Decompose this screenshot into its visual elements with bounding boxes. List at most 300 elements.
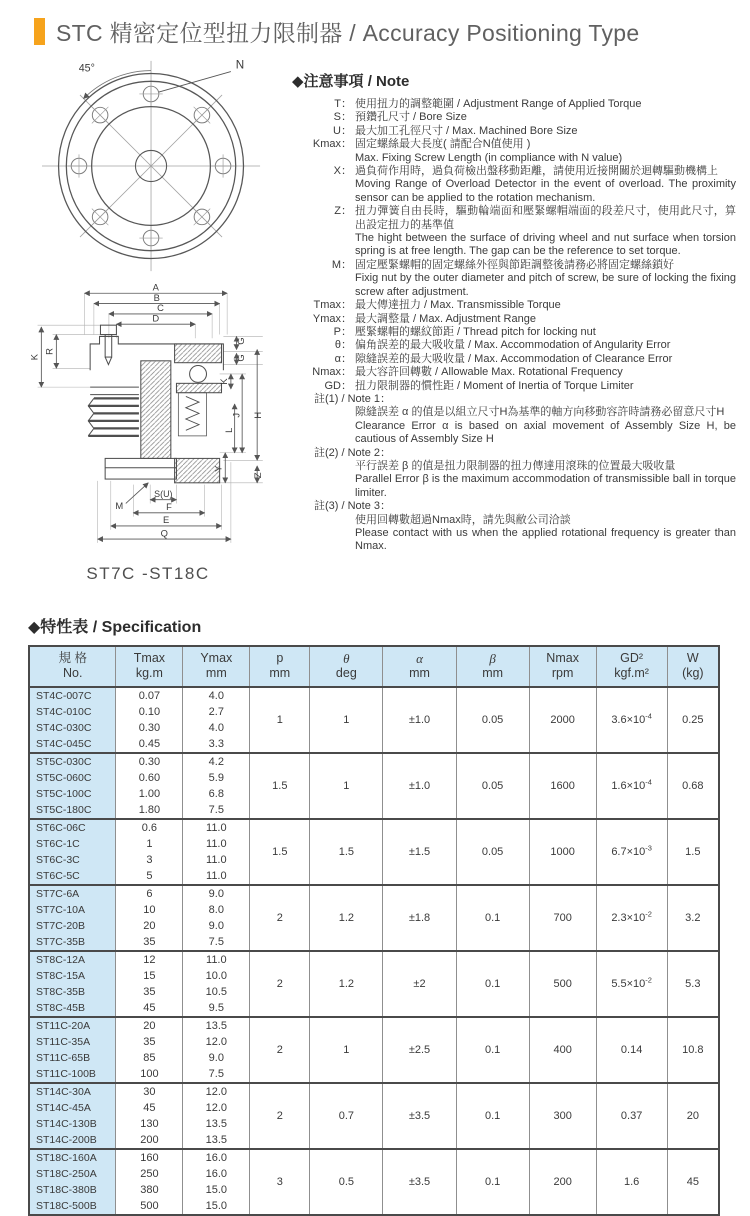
cell-model: ST4C-007C: [29, 687, 116, 704]
note-line: 使用扭力的調整範圍 / Adjustment Range of Applied Torque: [355, 98, 642, 110]
cell-gd2: 1.6: [596, 1149, 667, 1215]
note-desc: [352, 165, 736, 205]
top-view-drawing: [36, 56, 268, 276]
col-header-line1: 規 格: [58, 651, 87, 665]
col-header-line2: mm: [482, 666, 504, 680]
note-line: 隙縫誤差 α 的值是以組立尺寸H為基準的軸方向移動容許時請務必留意尺寸H: [355, 406, 725, 419]
cell-model: ST14C-30A: [29, 1083, 116, 1100]
cell-ymax: 12.0: [183, 1100, 250, 1116]
cell-p: 2: [250, 885, 310, 951]
note-line: 偏角誤差的最大吸收量 / Max. Accommodation of Angularity Error: [355, 339, 671, 352]
cell-model: ST11C-35A: [29, 1034, 116, 1050]
cell-nmax: 2000: [529, 687, 596, 753]
note-line: Fixig nut by the outer diameter and pitch of screw, be sure of locking the fixing screw after adjustment.: [355, 272, 736, 298]
cell-gd2: $6.7\times 10^{-3}$: [596, 819, 667, 885]
cell-model: ST8C-15A: [29, 968, 116, 984]
cell-model: ST11C-65B: [29, 1050, 116, 1066]
cell-alpha: ±1.0: [383, 753, 456, 819]
note-line: Clearance Error α is based on axial movement of Assembly Size H, be cautious of Assembly Size H: [355, 419, 736, 446]
dim-label-g-upper: G: [236, 337, 247, 345]
cell-w: 45: [667, 1149, 719, 1215]
dim-label-r: R: [44, 348, 55, 355]
col-header-line2: mm: [205, 666, 227, 680]
note-desc: [355, 406, 736, 446]
cell-ymax: 4.2: [183, 753, 250, 770]
cell-ymax: 2.7: [183, 704, 250, 720]
spec-heading: ◆特性表 / Specification: [28, 619, 202, 636]
cell-tmax: 5: [116, 868, 183, 885]
col-header-line2: No.: [62, 666, 83, 680]
note-line: 最大容許回轉數 / Allowable Max. Rotational Frequency: [355, 366, 623, 379]
cell-tmax: 0.6: [116, 819, 183, 836]
cell-ymax: 10.0: [183, 968, 250, 984]
cell-tmax: 0.30: [116, 753, 183, 770]
spec-group: [29, 753, 719, 819]
cell-ymax: 9.0: [183, 1050, 250, 1066]
table-row: [29, 753, 719, 770]
cell-ymax: 11.0: [183, 836, 250, 852]
dim-label-a: A: [152, 282, 159, 293]
cell-tmax: 0.45: [116, 736, 183, 753]
note-line: The hight between the surface of driving wheel and nut surface when torsion spring is at free length. The gap can be the reference to set torque.: [355, 232, 736, 258]
cell-ymax: 11.0: [183, 868, 250, 885]
cell-ymax: 15.0: [183, 1198, 250, 1215]
col-header-line1: α: [416, 651, 423, 666]
cell-tmax: 35: [116, 934, 183, 951]
cell-tmax: 200: [116, 1132, 183, 1149]
cell-theta: 1.2: [310, 885, 383, 951]
cell-w: 10.8: [667, 1017, 719, 1083]
cell-tmax: 380: [116, 1182, 183, 1198]
cell-gd2: 0.37: [596, 1083, 667, 1149]
cell-tmax: 160: [116, 1149, 183, 1166]
note-line: 預鑽孔尺寸 / Bore Size: [355, 111, 467, 124]
col-header: [116, 646, 183, 687]
dim-label-c: C: [157, 303, 164, 314]
cell-tmax: 0.07: [116, 687, 183, 704]
note-desc: [352, 98, 736, 111]
note-item: [292, 339, 736, 352]
dim-label-g-lower: G: [236, 354, 247, 362]
note-item: [292, 259, 736, 299]
note-term: α：: [334, 352, 352, 365]
cell-tmax: 1.80: [116, 802, 183, 819]
cell-ymax: 12.0: [183, 1083, 250, 1100]
n-leader-line: [159, 72, 231, 92]
note-list: [292, 98, 736, 554]
note-line: 最大傳達扭力 / Max. Transmissible Torque: [355, 299, 561, 312]
cell-model: ST7C-10A: [29, 902, 116, 918]
note-line: 壓緊螺帽的螺紋節距 / Thread pitch for locking nut: [355, 325, 596, 338]
col-header-line1: GD²: [620, 651, 644, 665]
section-view-drawing: [28, 282, 263, 556]
cell-w: 3.2: [667, 885, 719, 951]
dim-label-k-left: K: [29, 353, 40, 361]
col-header-line2: deg: [335, 666, 357, 680]
note-line: 扭力限制器的慣性距 / Moment of Inertia of Torque Limiter: [355, 379, 634, 392]
cell-tmax: 35: [116, 984, 183, 1000]
cell-nmax: 1600: [529, 753, 596, 819]
note-desc: [352, 205, 736, 259]
cell-nmax: 200: [529, 1149, 596, 1215]
cell-model: ST4C-045C: [29, 736, 116, 753]
cell-model: ST8C-12A: [29, 951, 116, 968]
cell-ymax: 10.5: [183, 984, 250, 1000]
col-header: [667, 646, 719, 687]
note-heading: ◆注意事項 / Note: [292, 73, 410, 90]
spec-group: [29, 951, 719, 1017]
note-line: 過負荷作用時，過負荷檢出盤移動距離，請使用近接開關於迴轉驅動機構上: [355, 165, 718, 178]
cell-model: ST5C-060C: [29, 770, 116, 786]
cell-model: ST7C-20B: [29, 918, 116, 934]
cell-ymax: 9.5: [183, 1000, 250, 1017]
cell-beta: 0.1: [456, 951, 529, 1017]
cell-gd2: $1.6\times 10^{-4}$: [596, 753, 667, 819]
spec-group: [29, 687, 719, 753]
cell-alpha: ±2.5: [383, 1017, 456, 1083]
cell-model: ST6C-3C: [29, 852, 116, 868]
col-header: [529, 646, 596, 687]
col-header-line1: θ: [343, 651, 350, 666]
col-header: [310, 646, 383, 687]
cell-ymax: 6.8: [183, 786, 250, 802]
cell-model: ST14C-45A: [29, 1100, 116, 1116]
table-row: [29, 951, 719, 968]
cell-model: ST8C-35B: [29, 984, 116, 1000]
cell-model: ST7C-6A: [29, 885, 116, 902]
cell-ymax: 8.0: [183, 902, 250, 918]
col-header-line1: W: [686, 651, 699, 665]
col-header: [29, 646, 116, 687]
cell-p: 1: [250, 687, 310, 753]
cell-model: ST5C-180C: [29, 802, 116, 819]
n-label: N: [235, 58, 245, 72]
col-header: [250, 646, 310, 687]
cell-model: ST11C-100B: [29, 1066, 116, 1083]
note-term: 註(2) / Note 2：: [314, 446, 392, 459]
table-row: [29, 819, 719, 836]
cell-tmax: 0.10: [116, 704, 183, 720]
dim-label-y: Y: [213, 465, 224, 472]
note-term: Kmax：: [312, 138, 352, 151]
cell-beta: 0.1: [456, 1083, 529, 1149]
section-body: [88, 325, 223, 483]
dim-label-d: D: [152, 313, 160, 324]
spec-group: [29, 819, 719, 885]
cell-model: ST6C-1C: [29, 836, 116, 852]
col-header-line2: (kg): [682, 666, 704, 680]
note-term: Tmax：: [313, 299, 352, 312]
spec-group: [29, 885, 719, 951]
cell-tmax: 130: [116, 1116, 183, 1132]
cell-ymax: 13.5: [183, 1116, 250, 1132]
cell-w: 1.5: [667, 819, 719, 885]
note-desc: [352, 339, 736, 352]
note-desc: [352, 299, 736, 312]
cell-model: ST18C-380B: [29, 1182, 116, 1198]
note-term: S：: [333, 111, 352, 124]
col-header-line2: mm: [409, 666, 430, 680]
note-item: [292, 353, 736, 366]
col-header-line1: Tmax: [133, 651, 166, 665]
cell-p: 1.5: [250, 753, 310, 819]
note-item: [292, 125, 736, 138]
cell-theta: 1: [310, 753, 383, 819]
cell-tmax: 0.60: [116, 770, 183, 786]
cell-tmax: 3: [116, 852, 183, 868]
cell-ymax: 15.0: [183, 1182, 250, 1198]
cell-ymax: 7.5: [183, 1066, 250, 1083]
cell-ymax: 7.5: [183, 934, 250, 951]
note-line: 最大加工孔徑尺寸 / Max. Machined Bore Size: [355, 124, 578, 137]
spec-group: [29, 1083, 719, 1149]
cell-nmax: 700: [529, 885, 596, 951]
note-item: [292, 205, 736, 259]
header-row: [29, 646, 719, 687]
cell-ymax: 16.0: [183, 1149, 250, 1166]
col-header-line1: p: [276, 651, 284, 665]
cell-beta: 0.05: [456, 819, 529, 885]
cell-nmax: 500: [529, 951, 596, 1017]
cell-model: ST4C-030C: [29, 720, 116, 736]
cell-ymax: 7.5: [183, 802, 250, 819]
note-term: U：: [333, 124, 352, 137]
cell-ymax: 16.0: [183, 1166, 250, 1182]
cell-ymax: 13.5: [183, 1132, 250, 1149]
note-line: 使用回轉數超過Nmax時，請先與敝公司洽談: [355, 513, 571, 526]
note-item: [292, 299, 736, 312]
cell-model: ST18C-160A: [29, 1149, 116, 1166]
cell-w: 20: [667, 1083, 719, 1149]
cell-tmax: 20: [116, 1017, 183, 1034]
cell-model: ST4C-010C: [29, 704, 116, 720]
cell-tmax: 15: [116, 968, 183, 984]
cell-tmax: 10: [116, 902, 183, 918]
note-item: [292, 366, 736, 379]
notes-column: [292, 52, 736, 600]
cell-theta: 1.2: [310, 951, 383, 1017]
cell-beta: 0.05: [456, 753, 529, 819]
cell-tmax: 45: [116, 1000, 183, 1017]
note-desc: [352, 353, 736, 366]
dim-label-z: Z: [252, 472, 263, 479]
col-header: [596, 646, 667, 687]
cell-w: 0.68: [667, 753, 719, 819]
note-item: [292, 165, 736, 205]
cell-alpha: ±1.5: [383, 819, 456, 885]
note-desc: [352, 380, 736, 393]
col-header: [456, 646, 529, 687]
note-term: P：: [333, 325, 352, 338]
cell-tmax: 30: [116, 1083, 183, 1100]
cell-ymax: 12.0: [183, 1034, 250, 1050]
cell-ymax: 3.3: [183, 736, 250, 753]
col-header-line2: rpm: [551, 666, 574, 680]
cell-ymax: 11.0: [183, 852, 250, 868]
dim-label-h: H: [252, 411, 263, 419]
note-desc: [352, 326, 736, 339]
cell-model: ST5C-030C: [29, 753, 116, 770]
cell-tmax: 1: [116, 836, 183, 852]
cell-theta: 0.5: [310, 1149, 383, 1215]
note-item: [292, 380, 736, 393]
cell-tmax: 100: [116, 1066, 183, 1083]
note-item: [292, 447, 736, 501]
note-line: 平行誤差 β 的值是扭力限制器的扭力傳達用滾珠的位置最大吸收量: [355, 459, 676, 472]
note-term: Nmax：: [312, 366, 352, 379]
note-term: Z：: [334, 205, 352, 218]
cell-nmax: 1000: [529, 819, 596, 885]
cell-ymax: 11.0: [183, 819, 250, 836]
cell-p: 2: [250, 951, 310, 1017]
cell-beta: 0.1: [456, 1017, 529, 1083]
table-row: [29, 885, 719, 902]
cell-ymax: 11.0: [183, 951, 250, 968]
cell-theta: 1.5: [310, 819, 383, 885]
note-item: [292, 326, 736, 339]
note-term: X：: [333, 165, 352, 178]
cell-ymax: 13.5: [183, 1017, 250, 1034]
dim-label-su: S(U): [154, 488, 173, 499]
dim-label-b: B: [153, 292, 160, 303]
angle-label: 45°: [78, 62, 95, 75]
cell-p: 1.5: [250, 819, 310, 885]
note-item: [292, 313, 736, 326]
cell-model: ST7C-35B: [29, 934, 116, 951]
cell-theta: 0.7: [310, 1083, 383, 1149]
cell-tmax: 20: [116, 918, 183, 934]
cell-model: ST11C-20A: [29, 1017, 116, 1034]
cell-p: 2: [250, 1017, 310, 1083]
note-line: 固定壓緊螺帽的固定螺絲外徑與節距調整後請務必將固定螺絲鎖好: [355, 258, 674, 271]
cell-model: ST14C-200B: [29, 1132, 116, 1149]
cell-tmax: 45: [116, 1100, 183, 1116]
spec-table: [28, 645, 720, 1216]
note-desc: [352, 259, 736, 299]
col-header-line2: mm: [269, 666, 291, 680]
dim-label-k-right: K: [219, 378, 230, 385]
note-item: [292, 138, 736, 165]
accent-bar: [34, 18, 45, 45]
cell-ymax: 9.0: [183, 885, 250, 902]
cell-gd2: $5.5\times 10^{-2}$: [596, 951, 667, 1017]
cell-alpha: ±3.5: [383, 1149, 456, 1215]
dim-label-q: Q: [160, 528, 168, 539]
col-header-line1: β: [489, 651, 496, 666]
note-item: [292, 393, 736, 447]
note-term: 註(3) / Note 3：: [314, 500, 392, 513]
dim-label-l: L: [223, 427, 234, 433]
cell-theta: 1: [310, 687, 383, 753]
note-line: Parallel Error β is the maximum accommodation of transmissible ball in torque limiter.: [355, 473, 736, 499]
cell-alpha: ±2: [383, 951, 456, 1017]
table-row: [29, 1083, 719, 1100]
cell-p: 3: [250, 1149, 310, 1215]
cell-gd2: $3.6\times 10^{-4}$: [596, 687, 667, 753]
upper-content: [0, 48, 750, 600]
note-term: T：: [334, 98, 352, 110]
note-term: θ：: [334, 339, 352, 352]
note-item: [292, 111, 736, 124]
spec-group: [29, 1017, 719, 1083]
col-header-line2: kg.m: [135, 666, 163, 680]
cell-alpha: ±1.8: [383, 885, 456, 951]
note-item: [292, 98, 736, 111]
cell-w: 0.25: [667, 687, 719, 753]
note-desc: [355, 460, 736, 500]
cell-tmax: 250: [116, 1166, 183, 1182]
note-line: 扭力彈簧自由長時，驅動輪端面和壓緊螺帽端面的段差尺寸，使用此尺寸，算出設定扭力的基準值: [355, 205, 736, 231]
note-term: GD：: [324, 379, 352, 392]
cell-tmax: 0.30: [116, 720, 183, 736]
cell-tmax: 500: [116, 1198, 183, 1215]
cell-ymax: 9.0: [183, 918, 250, 934]
cell-model: ST18C-500B: [29, 1198, 116, 1215]
dim-label-m: M: [115, 501, 124, 512]
cell-model: ST8C-45B: [29, 1000, 116, 1017]
cell-alpha: ±1.0: [383, 687, 456, 753]
table-row: [29, 687, 719, 704]
cell-gd2: $2.3\times 10^{-2}$: [596, 885, 667, 951]
cell-tmax: 6: [116, 885, 183, 902]
cell-w: 5.3: [667, 951, 719, 1017]
note-line: 最大調整量 / Max. Adjustment Range: [355, 312, 536, 325]
drawing-caption: ST7C -ST18C: [86, 564, 210, 583]
cell-model: ST14C-130B: [29, 1116, 116, 1132]
cell-p: 2: [250, 1083, 310, 1149]
page-title: STC 精密定位型扭力限制器 / Accuracy Positioning Type: [56, 19, 640, 46]
note-desc: [352, 366, 736, 379]
spec-group: [29, 1149, 719, 1215]
dim-label-j: J: [231, 412, 242, 418]
col-header-line2: kgf.m²: [614, 666, 649, 680]
cell-alpha: ±3.5: [383, 1083, 456, 1149]
note-desc: [352, 111, 736, 124]
cell-gd2: 0.14: [596, 1017, 667, 1083]
note-term: 註(1) / Note 1：: [314, 392, 392, 405]
angle-arc: [84, 71, 151, 99]
cell-ymax: 4.0: [183, 720, 250, 736]
note-line: 固定螺絲最大長度( 請配合N值使用 ): [355, 138, 531, 151]
note-line: Moving Range of Overload Detector in the event of overload. The proximity sensor can be applied to the rotation mechanism.: [355, 178, 736, 204]
table-row: [29, 1149, 719, 1166]
note-line: Please contact with us when the applied rotational frequency is greater than Nmax.: [355, 527, 736, 553]
drawings-column: [28, 52, 292, 600]
note-desc: [352, 313, 736, 326]
note-term: M：: [331, 258, 352, 271]
dim-label-e: E: [163, 515, 170, 526]
note-term: Ymax：: [312, 312, 352, 325]
col-header: [183, 646, 250, 687]
col-header-line1: Ymax: [200, 651, 233, 665]
cell-beta: 0.1: [456, 885, 529, 951]
cell-model: ST6C-06C: [29, 819, 116, 836]
note-desc: [352, 138, 736, 165]
cell-beta: 0.05: [456, 687, 529, 753]
note-desc: [355, 514, 736, 554]
cell-tmax: 35: [116, 1034, 183, 1050]
note-line: 隙縫誤差的最大吸收量 / Max. Accommodation of Clearance Error: [355, 352, 673, 365]
cell-tmax: 12: [116, 951, 183, 968]
cell-nmax: 400: [529, 1017, 596, 1083]
cell-tmax: 1.00: [116, 786, 183, 802]
cell-ymax: 4.0: [183, 687, 250, 704]
cell-ymax: 5.9: [183, 770, 250, 786]
dim-label-f: F: [166, 502, 172, 513]
note-desc: [352, 125, 736, 138]
cell-model: ST6C-5C: [29, 868, 116, 885]
col-header: [383, 646, 456, 687]
